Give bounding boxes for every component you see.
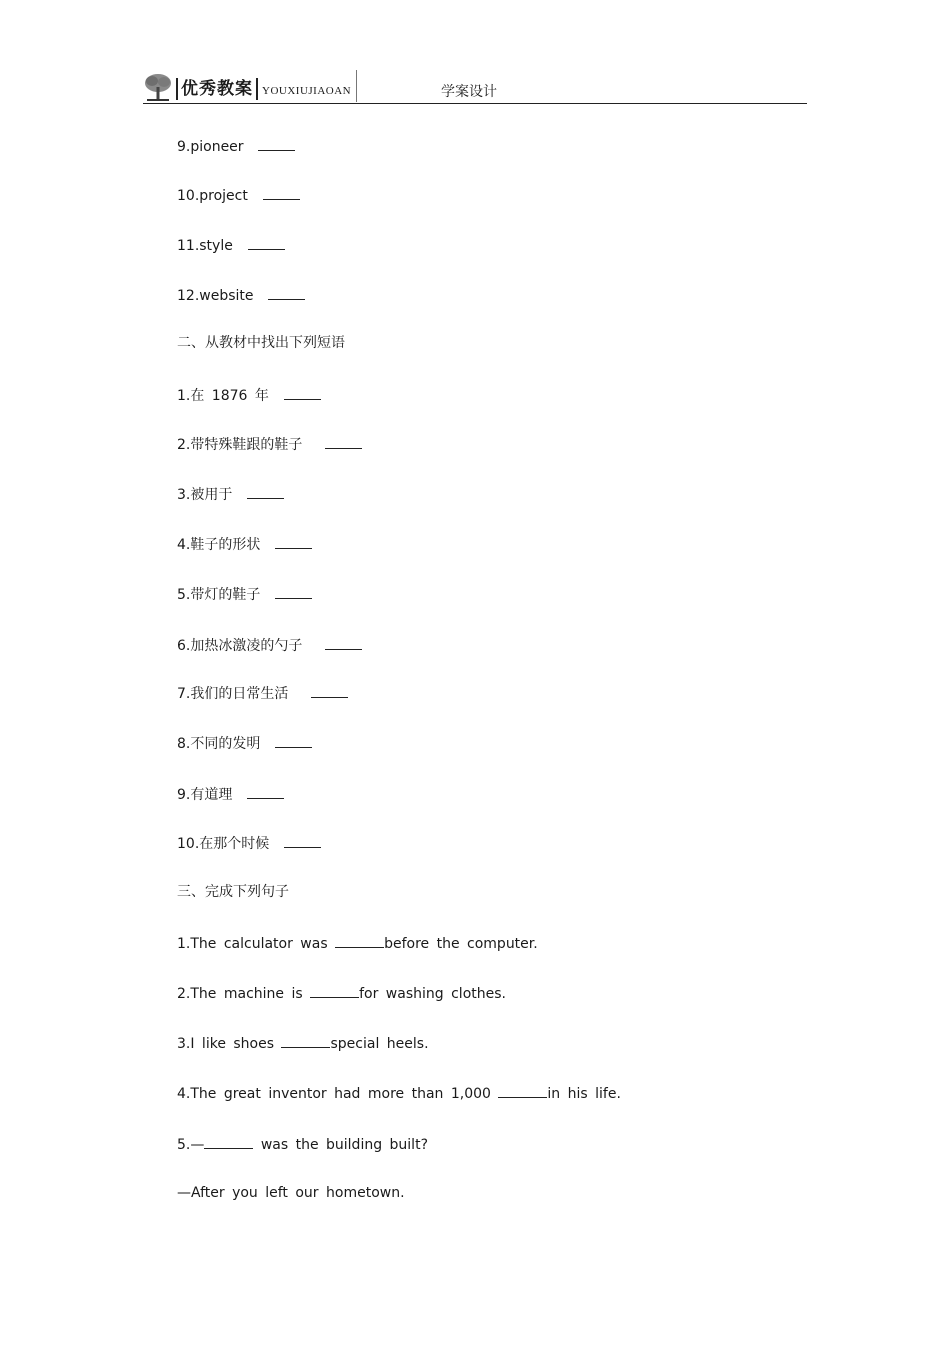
- answer-blank[interactable]: [275, 733, 312, 748]
- logo-text-cn: 优秀教案: [181, 79, 253, 99]
- phrase-item: [177, 635, 362, 655]
- phrase-text: 6.加热冰激凌的勺子: [177, 638, 303, 654]
- vocab-text: 9.pioneer: [177, 139, 244, 155]
- phrase-item: [177, 683, 348, 703]
- vocab-text: 11.style: [177, 238, 233, 254]
- phrase-item: [177, 484, 284, 504]
- vocab-item: [177, 285, 305, 305]
- header-rule: [143, 103, 807, 104]
- page-header: [143, 68, 807, 104]
- logo-divider: [176, 78, 178, 100]
- phrase-text: 3.被用于: [177, 487, 233, 503]
- sentence-item: [177, 983, 506, 1003]
- sentence-after: for washing clothes.: [359, 986, 506, 1002]
- sentence-item: [177, 1134, 428, 1154]
- logo-text-en: YOUXIUJIAOAN: [262, 85, 352, 97]
- vocab-item: [177, 235, 285, 255]
- sentence-after: before the computer.: [384, 936, 538, 952]
- phrase-item: [177, 534, 312, 554]
- phrase-item: [177, 434, 362, 454]
- vocab-text: 10.project: [177, 188, 248, 204]
- section-heading: 三、完成下列句子: [177, 884, 289, 900]
- sentence-after: was the building built?: [260, 1137, 428, 1153]
- answer-blank[interactable]: [248, 235, 285, 250]
- answer-blank[interactable]: [310, 983, 359, 998]
- phrase-text: 4.鞋子的形状: [177, 537, 261, 553]
- vocab-text: 12.website: [177, 288, 254, 304]
- sentence-after: in his life.: [547, 1086, 621, 1102]
- phrase-item: [177, 833, 321, 853]
- tree-icon: [143, 72, 173, 102]
- answer-blank[interactable]: [311, 683, 348, 698]
- answer-blank[interactable]: [268, 285, 305, 300]
- sentence-before: 5.—: [177, 1137, 205, 1153]
- phrase-item: [177, 584, 312, 604]
- phrase-text: 5.带灯的鞋子: [177, 587, 261, 603]
- answer-blank[interactable]: [263, 185, 300, 200]
- sentence-after: special heels.: [330, 1036, 429, 1052]
- answer-blank[interactable]: [325, 635, 362, 650]
- phrase-text: 9.有道理: [177, 787, 233, 803]
- vocab-item: [177, 136, 295, 156]
- answer-blank[interactable]: [275, 584, 312, 599]
- answer-blank[interactable]: [204, 1134, 253, 1149]
- answer-blank[interactable]: [247, 784, 284, 799]
- phrase-text: 8.不同的发明: [177, 736, 261, 752]
- sentence-item: [177, 1033, 429, 1053]
- answer-blank[interactable]: [284, 833, 321, 848]
- header-title: 学案设计: [441, 84, 497, 100]
- sentence-item: [177, 933, 538, 953]
- phrase-text: 2.带特殊鞋跟的鞋子: [177, 437, 303, 453]
- sentence-item: [177, 1083, 621, 1103]
- logo: [143, 70, 351, 102]
- section-heading: 二、从教材中找出下列短语: [177, 335, 345, 351]
- sentence-before: 4.The great inventor had more than 1,000: [177, 1086, 491, 1102]
- answer-blank[interactable]: [325, 434, 362, 449]
- answer-blank[interactable]: [281, 1033, 330, 1048]
- sentence-before: 1.The calculator was: [177, 936, 328, 952]
- sentence-before: 2.The machine is: [177, 986, 303, 1002]
- phrase-text: 7.我们的日常生活: [177, 686, 289, 702]
- phrase-text: 1.在 1876 年: [177, 388, 269, 404]
- sentence-before: 3.I like shoes: [177, 1036, 275, 1052]
- answer-blank[interactable]: [275, 534, 312, 549]
- phrase-item: [177, 784, 284, 804]
- answer-blank[interactable]: [258, 136, 295, 151]
- header-divider: [356, 70, 357, 102]
- phrase-text: 10.在那个时候: [177, 836, 270, 852]
- answer-line: —After you left our hometown.: [177, 1185, 405, 1201]
- vocab-item: [177, 185, 300, 205]
- logo-divider: [256, 78, 258, 100]
- phrase-item: [177, 385, 321, 405]
- answer-blank[interactable]: [335, 933, 384, 948]
- answer-blank[interactable]: [247, 484, 284, 499]
- phrase-item: [177, 733, 312, 753]
- answer-blank[interactable]: [498, 1083, 547, 1098]
- answer-blank[interactable]: [284, 385, 321, 400]
